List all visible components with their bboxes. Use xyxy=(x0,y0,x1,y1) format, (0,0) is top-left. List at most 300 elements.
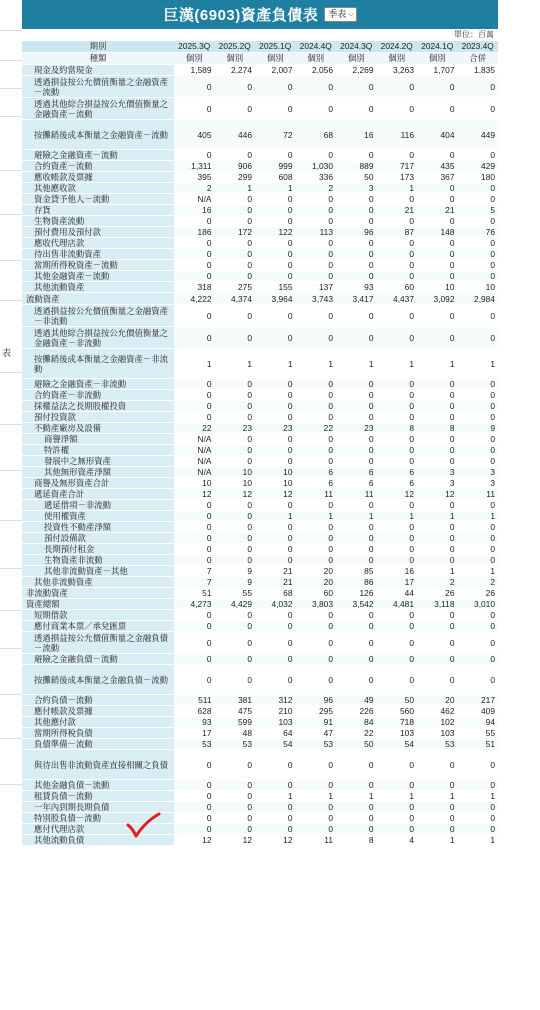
row-label[interactable]: 預付設備款 xyxy=(22,533,174,544)
cell-value: 0 xyxy=(296,632,337,654)
cell-value: 116 xyxy=(377,120,418,150)
cell-value: 0 xyxy=(215,445,256,456)
row-label[interactable]: 其他流動資產 xyxy=(22,282,174,293)
cell-value: 0 xyxy=(255,379,296,390)
cell-value: 4,429 xyxy=(215,599,256,610)
cell-value: 0 xyxy=(377,665,418,695)
cell-value: 0 xyxy=(458,813,499,824)
row-label[interactable]: 應付代理店款 xyxy=(22,824,174,835)
table-row xyxy=(22,695,498,706)
row-label[interactable]: 租賃負債－流動 xyxy=(22,791,174,802)
table-row xyxy=(22,434,498,445)
cell-value: 7 xyxy=(174,577,215,588)
cell-value: 21 xyxy=(417,205,458,216)
table-row xyxy=(22,588,498,599)
cell-value: 367 xyxy=(417,172,458,183)
cell-value: 0 xyxy=(336,327,377,349)
row-label[interactable]: 與待出售非流動資產直接相關之負債 xyxy=(22,750,174,780)
table-row xyxy=(22,445,498,456)
cell-value: 0 xyxy=(174,610,215,621)
cell-value: 449 xyxy=(458,120,499,150)
cell-value: 4,273 xyxy=(174,599,215,610)
cell-value: 0 xyxy=(377,249,418,260)
cell-value: 0 xyxy=(377,632,418,654)
cell-value: 0 xyxy=(336,305,377,327)
report-type-select[interactable] xyxy=(324,7,356,22)
cell-value: 0 xyxy=(255,238,296,249)
cell-value: 64 xyxy=(255,728,296,739)
cell-value: 1 xyxy=(377,183,418,194)
cell-value: 0 xyxy=(417,665,458,695)
cell-value: 2 xyxy=(296,183,337,194)
period-header[interactable]: 2025.3Q xyxy=(174,41,215,53)
cell-value: 0 xyxy=(255,305,296,327)
row-label[interactable]: 一年內到期長期負債 xyxy=(22,802,174,813)
row-label[interactable]: 按攤銷後成本衡量之金融資產－非流動 xyxy=(22,349,174,379)
cell-value: 0 xyxy=(255,445,296,456)
row-label[interactable]: 資金貸予他人－流動 xyxy=(22,194,174,205)
cell-value: 0 xyxy=(417,238,458,249)
table-row xyxy=(22,500,498,511)
cell-value: 12 xyxy=(174,835,215,846)
rail-divider xyxy=(0,694,22,695)
row-label[interactable]: 透過損益按公允價值衡量之金融資產－流動 xyxy=(22,76,174,98)
cell-value: 0 xyxy=(215,205,256,216)
row-label[interactable]: 商譽淨額 xyxy=(22,434,174,445)
cell-value: 0 xyxy=(417,76,458,98)
cell-value: 3,964 xyxy=(255,293,296,305)
table-row xyxy=(22,194,498,205)
cell-value: 3,542 xyxy=(336,599,377,610)
period-header[interactable]: 2024.4Q xyxy=(296,41,337,53)
row-label[interactable]: 透過其他綜合損益按公允價值衡量之金融資產－流動 xyxy=(22,98,174,120)
cell-value: 0 xyxy=(255,654,296,665)
cell-value: 4,374 xyxy=(215,293,256,305)
row-label[interactable]: 商譽及無形資產合計 xyxy=(22,478,174,489)
cell-value: 10 xyxy=(458,282,499,293)
table-row xyxy=(22,533,498,544)
cell-value: 0 xyxy=(458,780,499,791)
report-type-value: 季表 xyxy=(328,9,347,19)
cell-value: 0 xyxy=(458,802,499,813)
cell-value: 1 xyxy=(336,349,377,379)
cell-value: 0 xyxy=(458,76,499,98)
cell-value: 0 xyxy=(377,780,418,791)
cell-value: 0 xyxy=(174,813,215,824)
cell-value: 1 xyxy=(417,566,458,577)
cell-value: 0 xyxy=(255,522,296,533)
table-row xyxy=(22,271,498,282)
cell-value: 0 xyxy=(336,500,377,511)
cell-value: 0 xyxy=(296,205,337,216)
cell-value: 0 xyxy=(296,555,337,566)
row-label[interactable]: 其他應付款 xyxy=(22,717,174,728)
row-label[interactable]: 應收代理店款 xyxy=(22,238,174,249)
row-label[interactable]: 特別股負債－流動 xyxy=(22,813,174,824)
cell-value: 0 xyxy=(458,271,499,282)
type-header: 個別 xyxy=(174,53,215,65)
cell-value: N/A xyxy=(174,194,215,205)
cell-value: 3,417 xyxy=(336,293,377,305)
balance-sheet-panel xyxy=(22,0,498,846)
cell-value: 0 xyxy=(215,401,256,412)
cell-value: 0 xyxy=(255,434,296,445)
cell-value: 0 xyxy=(174,238,215,249)
cell-value: 0 xyxy=(377,522,418,533)
cell-value: 0 xyxy=(215,434,256,445)
cell-value: 0 xyxy=(255,555,296,566)
row-label[interactable]: 透過損益按公允價值衡量之金融負債－流動 xyxy=(22,632,174,654)
row-label[interactable]: 按攤銷後成本衡量之金融資產－流動 xyxy=(22,120,174,150)
table-row xyxy=(22,305,498,327)
cell-value: N/A xyxy=(174,434,215,445)
table-row xyxy=(22,249,498,260)
cell-value: 0 xyxy=(336,544,377,555)
cell-value: 3,092 xyxy=(417,293,458,305)
cell-value: 0 xyxy=(255,632,296,654)
cell-value: 0 xyxy=(458,194,499,205)
rail-divider xyxy=(0,260,22,261)
cell-value: 0 xyxy=(215,194,256,205)
row-label[interactable]: 合約資產－非流動 xyxy=(22,390,174,401)
cell-value: 0 xyxy=(377,750,418,780)
cell-value: 0 xyxy=(255,401,296,412)
cell-value: 7 xyxy=(174,566,215,577)
row-label[interactable]: 其他非流動資產－其他 xyxy=(22,566,174,577)
cell-value: 0 xyxy=(377,412,418,423)
table-row xyxy=(22,238,498,249)
row-label[interactable]: 負債準備－流動 xyxy=(22,739,174,750)
row-label[interactable]: 使用權資產 xyxy=(22,511,174,522)
cell-value: 6 xyxy=(377,467,418,478)
cell-value: 0 xyxy=(215,544,256,555)
table-row xyxy=(22,544,498,555)
row-label[interactable]: 合約負債－流動 xyxy=(22,695,174,706)
cell-value: 173 xyxy=(377,172,418,183)
cell-value: 0 xyxy=(296,824,337,835)
cell-value: 0 xyxy=(174,533,215,544)
cell-value: 0 xyxy=(417,500,458,511)
cell-value: 16 xyxy=(377,566,418,577)
table-row xyxy=(22,610,498,621)
row-label[interactable]: 預付費用及預付款 xyxy=(22,227,174,238)
type-header: 個別 xyxy=(377,53,418,65)
row-label[interactable]: 非流動資產 xyxy=(22,588,174,599)
cell-value: 0 xyxy=(377,813,418,824)
cell-value: 718 xyxy=(377,717,418,728)
row-label[interactable]: 其他金融負債－流動 xyxy=(22,780,174,791)
cell-value: 12 xyxy=(255,835,296,846)
cell-value: 381 xyxy=(215,695,256,706)
cell-value: 0 xyxy=(174,260,215,271)
table-row xyxy=(22,791,498,802)
table-row xyxy=(22,835,498,846)
cell-value: 0 xyxy=(336,533,377,544)
period-header[interactable]: 2023.4Q xyxy=(458,41,499,53)
period-header[interactable]: 2024.1Q xyxy=(417,41,458,53)
table-row xyxy=(22,456,498,467)
cell-value: 60 xyxy=(296,588,337,599)
row-label[interactable]: 遞延借項－非流動 xyxy=(22,500,174,511)
cell-value: 0 xyxy=(296,780,337,791)
cell-value: 0 xyxy=(377,76,418,98)
cell-value: 0 xyxy=(296,750,337,780)
cell-value: 0 xyxy=(336,434,377,445)
row-label[interactable]: 應付帳款及票據 xyxy=(22,706,174,717)
cell-value: 0 xyxy=(377,379,418,390)
period-header[interactable]: 2025.2Q xyxy=(215,41,256,53)
row-label[interactable]: 特許權 xyxy=(22,445,174,456)
cell-value: 0 xyxy=(417,150,458,161)
cell-value: 93 xyxy=(174,717,215,728)
cell-value: 628 xyxy=(174,706,215,717)
cell-value: 1 xyxy=(215,183,256,194)
cell-value: 0 xyxy=(296,610,337,621)
cell-value: 0 xyxy=(417,305,458,327)
rail-divider xyxy=(0,568,22,569)
table-row xyxy=(22,467,498,478)
cell-value: 0 xyxy=(417,327,458,349)
cell-value: 0 xyxy=(255,390,296,401)
row-label[interactable]: 應收帳款及票據 xyxy=(22,172,174,183)
cell-value: 2,056 xyxy=(296,65,337,76)
cell-value: 275 xyxy=(215,282,256,293)
cell-value: 0 xyxy=(458,434,499,445)
row-label[interactable]: 避險之金融負債－流動 xyxy=(22,654,174,665)
cell-value: 4 xyxy=(377,835,418,846)
cell-value: 0 xyxy=(296,654,337,665)
cell-value: 0 xyxy=(336,205,377,216)
cell-value: 0 xyxy=(417,249,458,260)
cell-value: 475 xyxy=(215,706,256,717)
row-label[interactable]: 採權益法之長期股權投資 xyxy=(22,401,174,412)
cell-value: 0 xyxy=(336,379,377,390)
cell-value: 0 xyxy=(417,401,458,412)
row-label[interactable]: 生物資產非流動 xyxy=(22,555,174,566)
cell-value: 0 xyxy=(215,610,256,621)
cell-value: 0 xyxy=(215,260,256,271)
cell-value: 0 xyxy=(255,610,296,621)
cell-value: 0 xyxy=(296,238,337,249)
cell-value: 0 xyxy=(377,401,418,412)
cell-value: 0 xyxy=(417,456,458,467)
row-label[interactable]: 現金及約當現金 xyxy=(22,65,174,76)
rail-divider xyxy=(0,520,22,521)
row-label[interactable]: 發展中之無形資產 xyxy=(22,456,174,467)
cell-value: 0 xyxy=(296,456,337,467)
table-row xyxy=(22,621,498,632)
cell-value: 0 xyxy=(215,76,256,98)
cell-value: 560 xyxy=(377,706,418,717)
cell-value: 0 xyxy=(215,456,256,467)
table-row xyxy=(22,172,498,183)
cell-value: 0 xyxy=(255,813,296,824)
row-label[interactable]: 按攤銷後成本衡量之金融負債－流動 xyxy=(22,665,174,695)
cell-value: 0 xyxy=(336,271,377,282)
cell-value: 11 xyxy=(296,835,337,846)
cell-value: 26 xyxy=(417,588,458,599)
cell-value: 0 xyxy=(174,76,215,98)
row-label[interactable]: 流動資產 xyxy=(22,293,174,305)
row-label[interactable]: 不動產廠房及設備 xyxy=(22,423,174,434)
cell-value: 0 xyxy=(417,216,458,227)
table-row xyxy=(22,717,498,728)
row-label[interactable]: 預付投資款 xyxy=(22,412,174,423)
cell-value: 1 xyxy=(377,511,418,522)
cell-value: 3 xyxy=(336,183,377,194)
cell-value: 0 xyxy=(215,271,256,282)
row-label[interactable]: 其他無形資產淨額 xyxy=(22,467,174,478)
row-label[interactable]: 透過其他綜合損益按公允價值衡量之金融資產－非流動 xyxy=(22,327,174,349)
cell-value: 0 xyxy=(377,654,418,665)
cell-value: 1 xyxy=(296,791,337,802)
row-label[interactable]: 長期預付租金 xyxy=(22,544,174,555)
cell-value: 0 xyxy=(174,271,215,282)
cell-value: 0 xyxy=(377,544,418,555)
cell-value: 0 xyxy=(336,802,377,813)
cell-value: 55 xyxy=(215,588,256,599)
cell-value: 0 xyxy=(255,249,296,260)
cell-value: 85 xyxy=(336,566,377,577)
row-label[interactable]: 其他應收款 xyxy=(22,183,174,194)
row-label[interactable]: 遞延資產合計 xyxy=(22,489,174,500)
cell-value: 446 xyxy=(215,120,256,150)
table-row xyxy=(22,522,498,533)
cell-value: 0 xyxy=(336,76,377,98)
cell-value: 1 xyxy=(417,835,458,846)
cell-value: 0 xyxy=(377,98,418,120)
row-label[interactable]: 合約資產－流動 xyxy=(22,161,174,172)
cell-value: 0 xyxy=(174,98,215,120)
cell-value: 0 xyxy=(174,654,215,665)
cell-value: 0 xyxy=(417,183,458,194)
table-row xyxy=(22,511,498,522)
cell-value: 23 xyxy=(336,423,377,434)
cell-value: 0 xyxy=(377,500,418,511)
cell-value: 1 xyxy=(458,791,499,802)
rail-divider xyxy=(0,116,22,117)
cell-value: 9 xyxy=(458,423,499,434)
row-label[interactable]: 應付商業本票／承兌匯票 xyxy=(22,621,174,632)
period-header[interactable]: 2024.3Q xyxy=(336,41,377,53)
cell-value: 137 xyxy=(296,282,337,293)
cell-value: 210 xyxy=(255,706,296,717)
cell-value: 0 xyxy=(417,271,458,282)
cell-value: 47 xyxy=(296,728,337,739)
cell-value: 0 xyxy=(215,98,256,120)
cell-value: 0 xyxy=(336,216,377,227)
table-row xyxy=(22,183,498,194)
period-header[interactable]: 2025.1Q xyxy=(255,41,296,53)
cell-value: 0 xyxy=(215,791,256,802)
cell-value: 6 xyxy=(296,467,337,478)
cell-value: 0 xyxy=(296,390,337,401)
cell-value: 21 xyxy=(255,566,296,577)
row-label[interactable]: 其他流動負債 xyxy=(22,835,174,846)
cell-value: 0 xyxy=(296,305,337,327)
cell-value: 0 xyxy=(174,621,215,632)
cell-value: 0 xyxy=(174,327,215,349)
cell-value: 0 xyxy=(255,150,296,161)
period-label: 期別 xyxy=(22,41,174,53)
cell-value: 0 xyxy=(458,401,499,412)
row-label[interactable]: 避險之金融資產－流動 xyxy=(22,150,174,161)
cell-value: 0 xyxy=(377,260,418,271)
cell-value: 0 xyxy=(255,802,296,813)
table-row xyxy=(22,390,498,401)
row-label[interactable]: 其他非流動資產 xyxy=(22,577,174,588)
row-label[interactable]: 生物資產流動 xyxy=(22,216,174,227)
row-label[interactable]: 投資性不動產淨額 xyxy=(22,522,174,533)
table-row xyxy=(22,150,498,161)
page-title: 巨漢(6903)資產負債表 xyxy=(163,7,319,24)
cell-value: 12 xyxy=(174,489,215,500)
cell-value: 0 xyxy=(417,802,458,813)
cell-value: 0 xyxy=(255,205,296,216)
table-row xyxy=(22,65,498,76)
cell-value: 1 xyxy=(458,511,499,522)
table-row xyxy=(22,632,498,654)
cell-value: 1 xyxy=(417,511,458,522)
row-label[interactable]: 當期所得稅資產－流動 xyxy=(22,260,174,271)
rail-divider xyxy=(0,784,22,785)
cell-value: 53 xyxy=(174,739,215,750)
cell-value: 0 xyxy=(296,260,337,271)
cell-value: 11 xyxy=(336,489,377,500)
cell-value: 0 xyxy=(296,271,337,282)
row-label[interactable]: 避險之金融資產－非流動 xyxy=(22,379,174,390)
cell-value: 0 xyxy=(255,327,296,349)
row-label[interactable]: 資產總額 xyxy=(22,599,174,610)
cell-value: 405 xyxy=(174,120,215,150)
cell-value: 0 xyxy=(174,305,215,327)
row-label[interactable]: 短期借款 xyxy=(22,610,174,621)
cell-value: 0 xyxy=(174,216,215,227)
cell-value: 122 xyxy=(255,227,296,238)
cell-value: 0 xyxy=(417,813,458,824)
period-header[interactable]: 2024.2Q xyxy=(377,41,418,53)
cell-value: 0 xyxy=(174,390,215,401)
cell-value: 53 xyxy=(417,739,458,750)
row-label[interactable]: 其他金融資產－流動 xyxy=(22,271,174,282)
cell-value: 20 xyxy=(417,695,458,706)
cell-value: 0 xyxy=(458,327,499,349)
row-label[interactable]: 存貨 xyxy=(22,205,174,216)
cell-value: 0 xyxy=(296,194,337,205)
cell-value: 1 xyxy=(336,511,377,522)
table-row xyxy=(22,161,498,172)
cell-value: 0 xyxy=(215,555,256,566)
cell-value: 0 xyxy=(255,271,296,282)
cell-value: 0 xyxy=(215,305,256,327)
row-label[interactable]: 透過損益按公允價值衡量之金融資產－非流動 xyxy=(22,305,174,327)
cell-value: 0 xyxy=(215,780,256,791)
period-header-row xyxy=(22,41,498,53)
rail-divider xyxy=(0,214,22,215)
table-row xyxy=(22,379,498,390)
cell-value: 3,118 xyxy=(417,599,458,610)
cell-value: 87 xyxy=(377,227,418,238)
cell-value: 435 xyxy=(417,161,458,172)
type-label: 種類 xyxy=(22,53,174,65)
cell-value: 0 xyxy=(458,390,499,401)
cell-value: 113 xyxy=(296,227,337,238)
cell-value: 0 xyxy=(215,511,256,522)
row-label[interactable]: 當期所得稅負債 xyxy=(22,728,174,739)
table-row xyxy=(22,780,498,791)
row-label[interactable]: 待出售非流動資產 xyxy=(22,249,174,260)
cell-value: 50 xyxy=(336,172,377,183)
